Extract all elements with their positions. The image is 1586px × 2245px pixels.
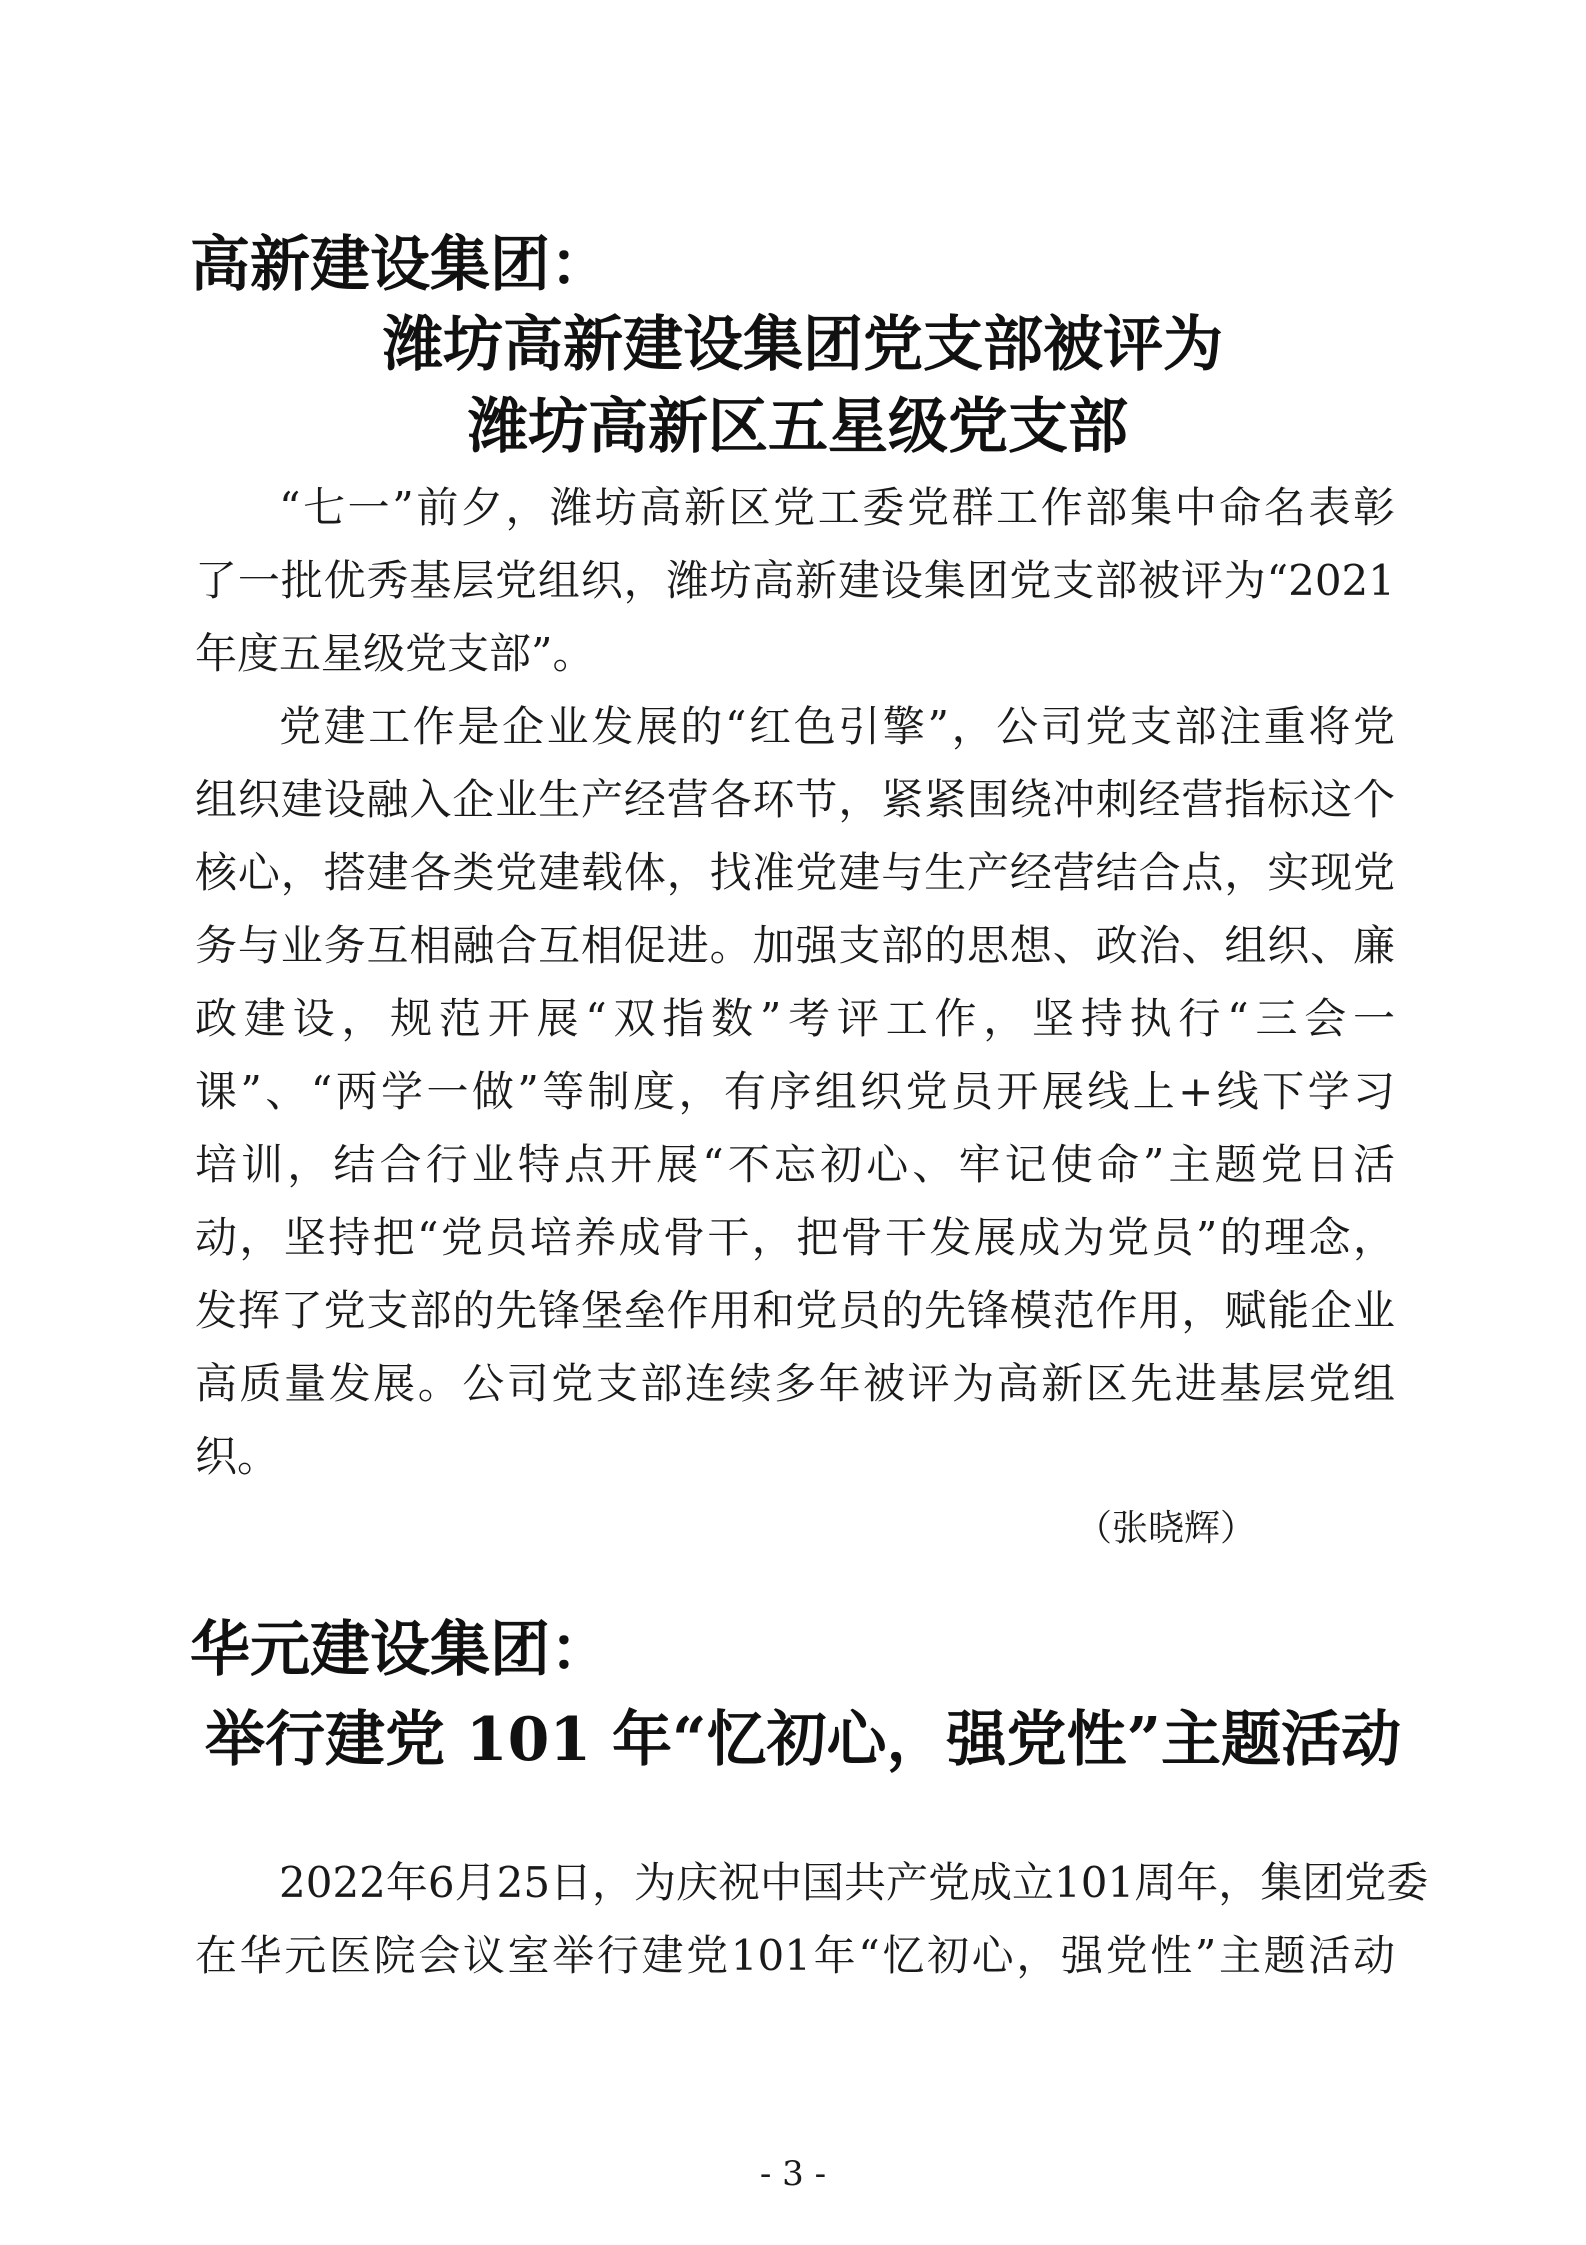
paragraph-line: 年度五星级党支部”。	[195, 629, 595, 678]
author-byline: （张晓辉）	[1075, 1508, 1256, 1549]
paragraph-line: 组织建设融入企业生产经营各环节，紧紧围绕冲刺经营指标这个	[195, 775, 1395, 824]
section-heading-gaoxin: 高新建设集团：	[190, 230, 610, 300]
article-title-line-1: 潍坊高新建设集团党支部被评为	[383, 310, 1223, 380]
paragraph-line: 培训，结合行业特点开展“不忘初心、牢记使命”主题党日活	[195, 1140, 1395, 1189]
paragraph-line: 动，坚持把“党员培养成骨干，把骨干发展成为党员”的理念，	[195, 1213, 1395, 1262]
paragraph-line: 务与业务互相融合互相促进。加强支部的思想、政治、组织、廉	[195, 921, 1395, 970]
page-number: - 3 -	[759, 2154, 827, 2194]
paragraph-line: 织。	[195, 1432, 280, 1481]
paragraph-line: 2022年6月25日，为庆祝中国共产党成立101周年，集团党委	[279, 1858, 1429, 1907]
paragraph-line: 核心，搭建各类党建载体，找准党建与生产经营结合点，实现党	[195, 848, 1395, 897]
paragraph-line: 高质量发展。公司党支部连续多年被评为高新区先进基层党组	[195, 1359, 1395, 1408]
section-heading-huayuan: 华元建设集团：	[190, 1615, 610, 1685]
paragraph-line: 发挥了党支部的先锋堡垒作用和党员的先锋模范作用，赋能企业	[195, 1286, 1395, 1335]
paragraph-line: 政建设，规范开展“双指数”考评工作，坚持执行“三会一	[195, 994, 1395, 1043]
article-title: 举行建党 101 年“忆初心，强党性”主题活动	[204, 1705, 1402, 1775]
paragraph-line: “七一”前夕，潍坊高新区党工委党群工作部集中命名表彰	[279, 483, 1395, 532]
paragraph-line: 党建工作是企业发展的“红色引擎”，公司党支部注重将党	[279, 702, 1395, 751]
article-title-line-2: 潍坊高新区五星级党支部	[468, 392, 1128, 462]
paragraph-line: 了一批优秀基层党组织，潍坊高新建设集团党支部被评为“2021	[195, 556, 1395, 605]
paragraph-line: 在华元医院会议室举行建党101年“忆初心，强党性”主题活动	[195, 1931, 1395, 1980]
paragraph-line: 课”、“两学一做”等制度，有序组织党员开展线上+线下学习	[195, 1067, 1395, 1116]
